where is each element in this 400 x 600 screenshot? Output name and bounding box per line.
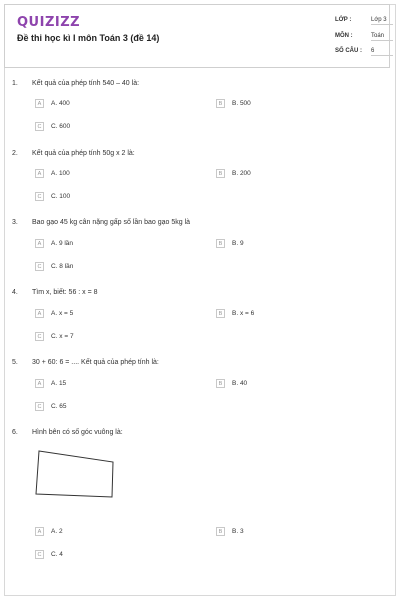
option-text: A. 100 bbox=[51, 170, 70, 177]
option-letter-box: B bbox=[216, 99, 225, 108]
option-text: B. 500 bbox=[232, 100, 251, 107]
option-text: C. 8 lần bbox=[51, 263, 74, 270]
option-text: B. 9 bbox=[232, 240, 244, 247]
option-letter-box: C bbox=[35, 402, 44, 411]
option-letter-box: A bbox=[35, 309, 44, 318]
subject-value: Toán bbox=[371, 33, 393, 41]
class-label: LỚP : bbox=[335, 17, 352, 23]
option-letter-box: C bbox=[35, 332, 44, 341]
question-text: Kết quả của phép tính 50g x 2 là: bbox=[32, 150, 135, 157]
question-number: 2. bbox=[12, 150, 18, 157]
subject-label: MÔN : bbox=[335, 33, 353, 39]
question-number: 6. bbox=[12, 429, 18, 436]
option-letter-box: A bbox=[35, 379, 44, 388]
option-text: C. x = 7 bbox=[51, 333, 74, 340]
option-letter-box: B bbox=[216, 309, 225, 318]
option-text: C. 65 bbox=[51, 403, 67, 410]
question-text: Bao gạo 45 kg cân nặng gấp số lần bao gạo 5kg là bbox=[32, 219, 191, 226]
question-text: Kết quả của phép tính 540 – 40 là: bbox=[32, 80, 140, 87]
option-letter-box: A bbox=[35, 169, 44, 178]
worksheet-page bbox=[4, 4, 396, 596]
option-text: A. 2 bbox=[51, 528, 63, 535]
option-letter-box: B bbox=[216, 379, 225, 388]
option-text: B. 200 bbox=[232, 170, 251, 177]
worksheet-title: Đề thi học kì I môn Toán 3 (đề 14) bbox=[17, 33, 160, 43]
quizizz-logo: QUIZIZZ bbox=[17, 15, 81, 30]
option-text: C. 4 bbox=[51, 551, 63, 558]
option-letter-box: B bbox=[216, 169, 225, 178]
option-text: B. 40 bbox=[232, 380, 248, 387]
option-text: C. 600 bbox=[51, 123, 71, 130]
option-letter-box: C bbox=[35, 122, 44, 131]
quadrilateral-shape bbox=[36, 451, 113, 497]
option-text: A. 15 bbox=[51, 380, 67, 387]
option-text: B. 3 bbox=[232, 528, 244, 535]
quadrilateral-figure bbox=[34, 448, 118, 500]
option-letter-box: C bbox=[35, 550, 44, 559]
count-label: SỐ CÂU : bbox=[335, 48, 362, 54]
option-text: A. 9 lần bbox=[51, 240, 74, 247]
question-number: 1. bbox=[12, 80, 18, 87]
question-text: Hình bên có số góc vuông là: bbox=[32, 429, 123, 436]
count-value: 6 bbox=[371, 48, 393, 56]
option-letter-box: C bbox=[35, 262, 44, 271]
option-text: B. x = 6 bbox=[232, 310, 255, 317]
question-text: Tìm x, biết: 56 : x = 8 bbox=[32, 289, 98, 296]
option-letter-box: A bbox=[35, 527, 44, 536]
worksheet-header bbox=[4, 4, 390, 68]
option-letter-box: B bbox=[216, 239, 225, 248]
option-text: C. 100 bbox=[51, 193, 71, 200]
option-letter-box: C bbox=[35, 192, 44, 201]
question-number: 5. bbox=[12, 359, 18, 366]
option-letter-box: B bbox=[216, 527, 225, 536]
class-value: Lớp 3 bbox=[371, 17, 393, 25]
option-text: A. x = 5 bbox=[51, 310, 74, 317]
question-number: 3. bbox=[12, 219, 18, 226]
option-letter-box: A bbox=[35, 239, 44, 248]
question-number: 4. bbox=[12, 289, 18, 296]
option-text: A. 400 bbox=[51, 100, 70, 107]
option-letter-box: A bbox=[35, 99, 44, 108]
question-text: 30 + 60: 6 = .... Kết quả của phép tính là: bbox=[32, 359, 159, 366]
